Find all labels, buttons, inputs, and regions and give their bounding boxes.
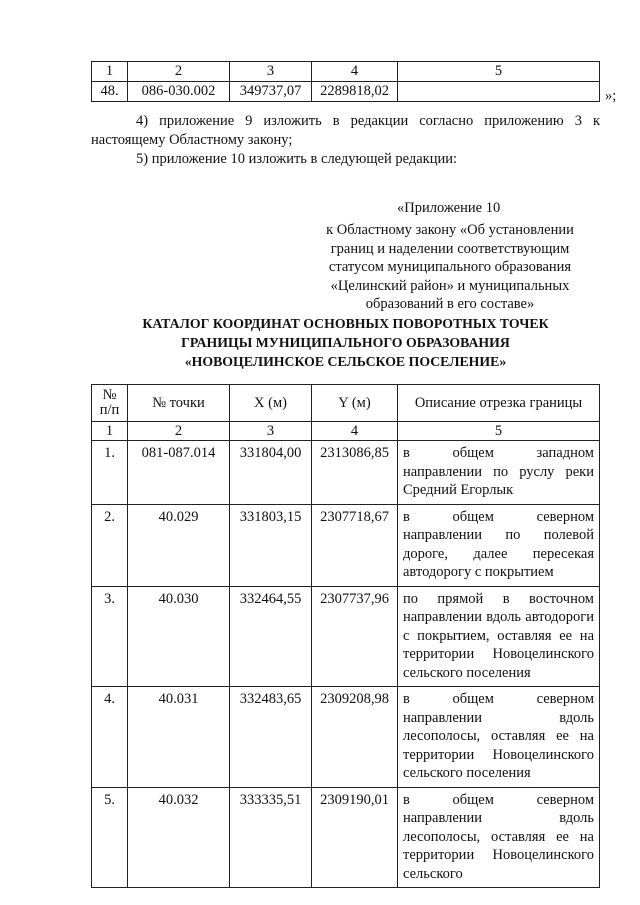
row-number: 2. xyxy=(92,504,128,586)
col-number: 1 xyxy=(92,422,128,441)
row-point: 40.031 xyxy=(128,687,230,788)
cell-y: 2289818,02 xyxy=(312,82,398,102)
top-col-number: 2 xyxy=(128,62,230,82)
row-description: в общем северном направлении вдоль лесополосы, оставляя ее на территории Новоцелинского сельского xyxy=(398,787,600,888)
top-table-row xyxy=(92,82,600,102)
row-x: 331803,15 xyxy=(230,504,312,586)
top-table-header-row xyxy=(92,62,600,82)
row-x: 331804,00 xyxy=(230,441,312,505)
table-header-row xyxy=(92,385,600,422)
row-number: 5. xyxy=(92,787,128,888)
row-x: 333335,51 xyxy=(230,787,312,888)
row-description: по прямой в восточном направлении вдоль автодороги с покрытием, оставляя ее на территории Новоцелинского сельского поселения xyxy=(398,586,600,687)
paragraph-4: 4) приложение 9 изложить в редакции согласно приложению 3 к настоящему Областному закону; xyxy=(91,113,600,148)
column-number-row xyxy=(92,422,600,441)
catalog-title xyxy=(91,314,600,371)
top-col-number: 5 xyxy=(398,62,600,82)
row-y: 2309208,98 xyxy=(312,687,398,788)
row-point: 40.032 xyxy=(128,787,230,888)
row-point: 40.030 xyxy=(128,586,230,687)
row-description: в общем западном направлении по руслу реки Средний Егорлык xyxy=(398,441,600,505)
row-x: 332464,55 xyxy=(230,586,312,687)
catalog-title-line: КАТАЛОГ КООРДИНАТ ОСНОВНЫХ ПОВОРОТНЫХ ТОЧЕК xyxy=(142,316,549,331)
row-point: 40.029 xyxy=(128,504,230,586)
appendix-line: к Областному закону «Об установлении xyxy=(326,222,574,238)
top-col-number: 3 xyxy=(230,62,312,82)
header-description: Описание отрезка границы xyxy=(398,385,600,422)
row-y: 2313086,85 xyxy=(312,441,398,505)
appendix-description xyxy=(305,221,595,314)
header-point: № точки xyxy=(128,385,230,422)
cell-number: 48. xyxy=(92,82,128,102)
top-col-number: 1 xyxy=(92,62,128,82)
cell-desc xyxy=(398,82,600,102)
appendix-line: границ и наделении соответствующим xyxy=(330,240,570,257)
header-x: X (м) xyxy=(230,385,312,422)
table-row xyxy=(92,687,600,788)
catalog-title-line: «НОВОЦЕЛИНСКОЕ СЕЛЬСКОЕ ПОСЕЛЕНИЕ» xyxy=(184,354,507,369)
row-y: 2307737,96 xyxy=(312,586,398,687)
table-row xyxy=(92,441,600,505)
catalog-title-line: ГРАНИЦЫ МУНИЦИПАЛЬНОГО ОБРАЗОВАНИЯ xyxy=(181,335,510,350)
row-number: 4. xyxy=(92,687,128,788)
quote-tail: »; xyxy=(605,88,617,104)
paragraph-5: 5) приложение 10 изложить в следующей редакции: xyxy=(136,151,458,167)
coordinates-table xyxy=(91,384,600,888)
row-description: в общем северном направлении по полевой дороге, далее пересекая автодорогу с покрытием xyxy=(398,504,600,586)
appendix-heading: «Приложение 10 xyxy=(397,200,501,216)
top-table xyxy=(91,61,600,102)
table-row xyxy=(92,504,600,586)
row-description: в общем северном направлении вдоль лесополосы, оставляя ее на территории Новоцелинского сельского поселения xyxy=(398,687,600,788)
col-number: 2 xyxy=(128,422,230,441)
row-y: 2309190,01 xyxy=(312,787,398,888)
appendix-line: статусом муниципального образования xyxy=(328,259,572,275)
row-number: 3. xyxy=(92,586,128,687)
row-number: 1. xyxy=(92,441,128,505)
cell-point: 086-030.002 xyxy=(128,82,230,102)
row-x: 332483,65 xyxy=(230,687,312,788)
row-y: 2307718,67 xyxy=(312,504,398,586)
col-number: 4 xyxy=(312,422,398,441)
header-y: Y (м) xyxy=(312,385,398,422)
header-number: № п/п xyxy=(92,385,128,422)
col-number: 3 xyxy=(230,422,312,441)
top-col-number: 4 xyxy=(312,62,398,82)
row-point: 081-087.014 xyxy=(128,441,230,505)
cell-x: 349737,07 xyxy=(230,82,312,102)
appendix-line: «Целинский район» и муниципальных xyxy=(330,277,570,294)
appendix-line: образований в его составе» xyxy=(365,296,535,312)
col-number: 5 xyxy=(398,422,600,441)
table-row xyxy=(92,586,600,687)
table-row xyxy=(92,787,600,888)
